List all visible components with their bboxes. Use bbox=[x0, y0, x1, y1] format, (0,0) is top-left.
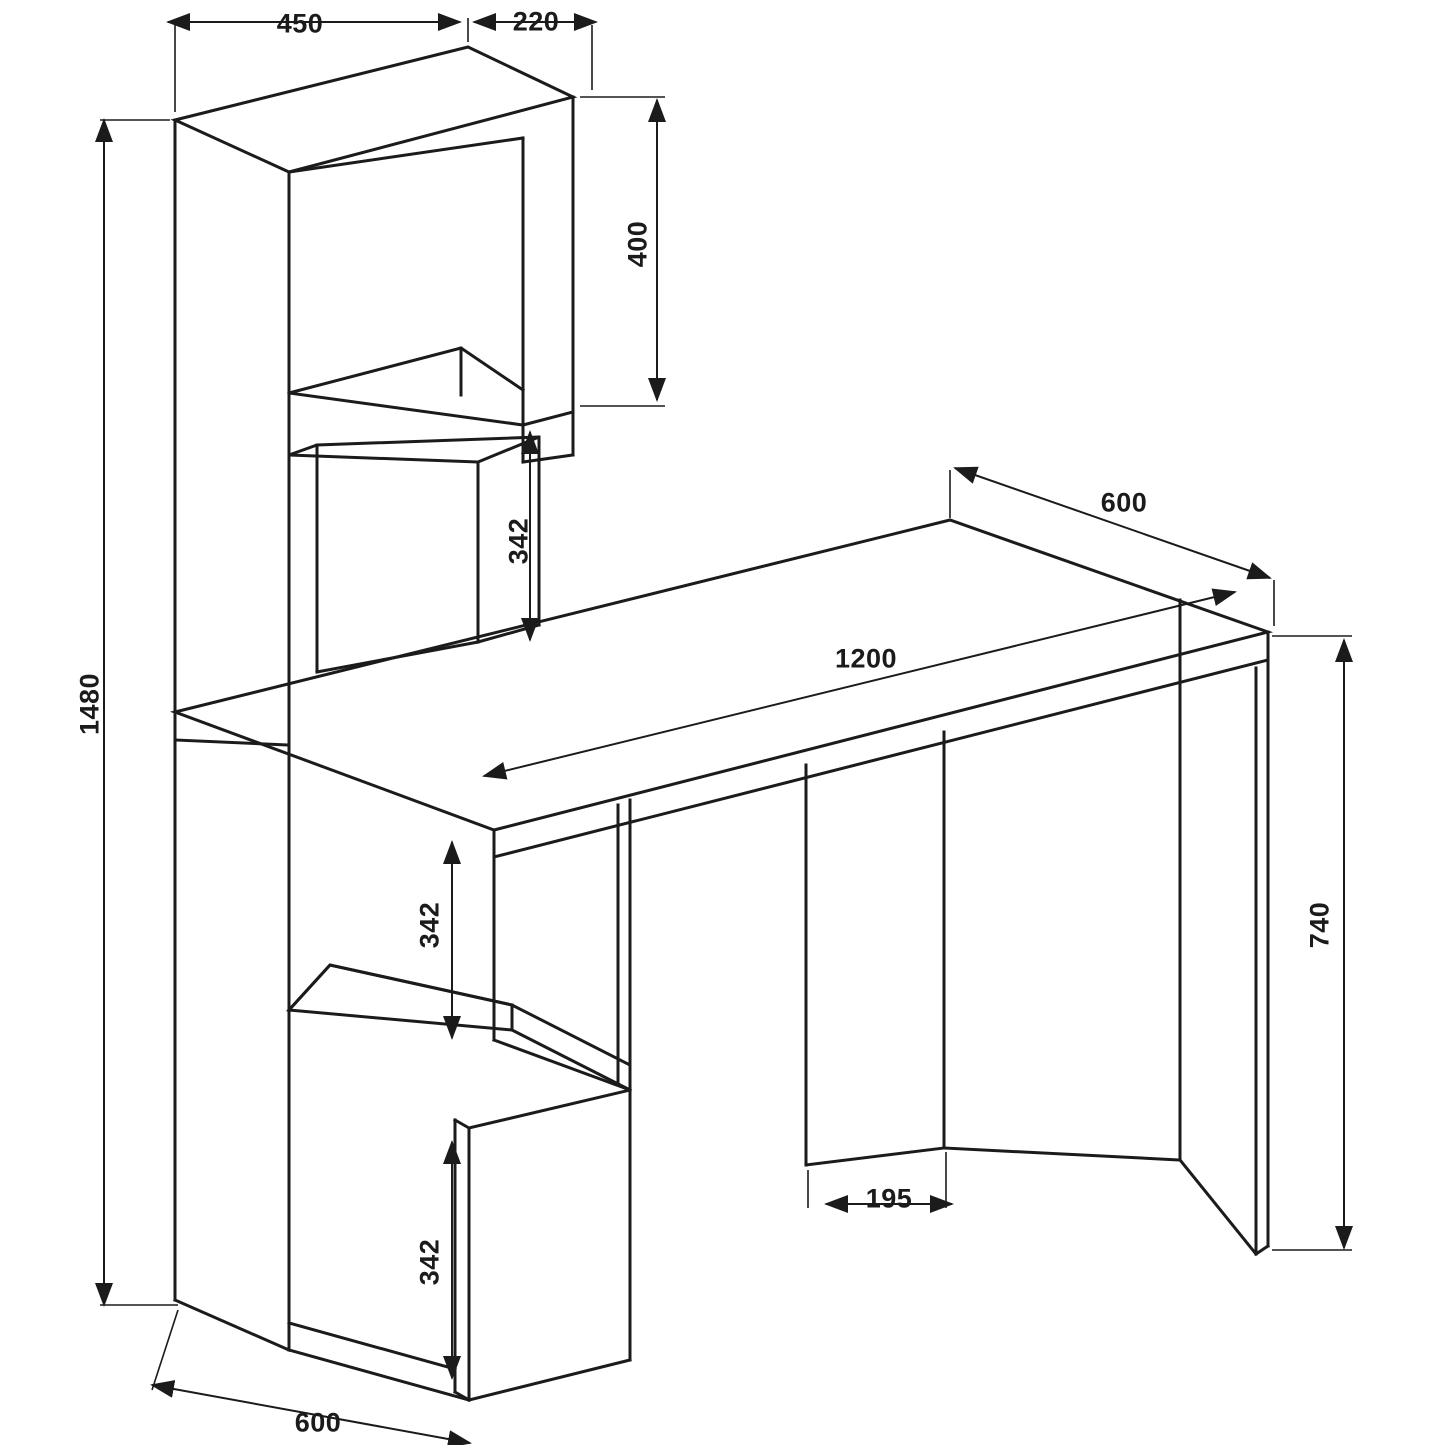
dimension-label-600-desk-depth: 600 bbox=[1100, 487, 1148, 518]
dimension-label-600-base-depth: 600 bbox=[294, 1407, 342, 1438]
desk-top-surface bbox=[175, 517, 1268, 830]
dimension-label-740: 740 bbox=[1304, 901, 1335, 949]
dimension-label-342-lower: 342 bbox=[414, 1238, 445, 1286]
dimension-label-400: 400 bbox=[622, 220, 653, 268]
dimension-label-1480: 1480 bbox=[74, 672, 105, 736]
upper-middle-shelf bbox=[289, 437, 539, 462]
dimension-label-220: 220 bbox=[512, 6, 560, 37]
dimension-label-1200: 1200 bbox=[834, 643, 898, 674]
dimension-label-342-middle: 342 bbox=[414, 901, 445, 949]
dimension-label-195: 195 bbox=[865, 1183, 913, 1214]
dimension-label-342-upper: 342 bbox=[503, 517, 534, 565]
top-box-top-face bbox=[175, 47, 573, 172]
dimension-label-450: 450 bbox=[276, 8, 324, 39]
